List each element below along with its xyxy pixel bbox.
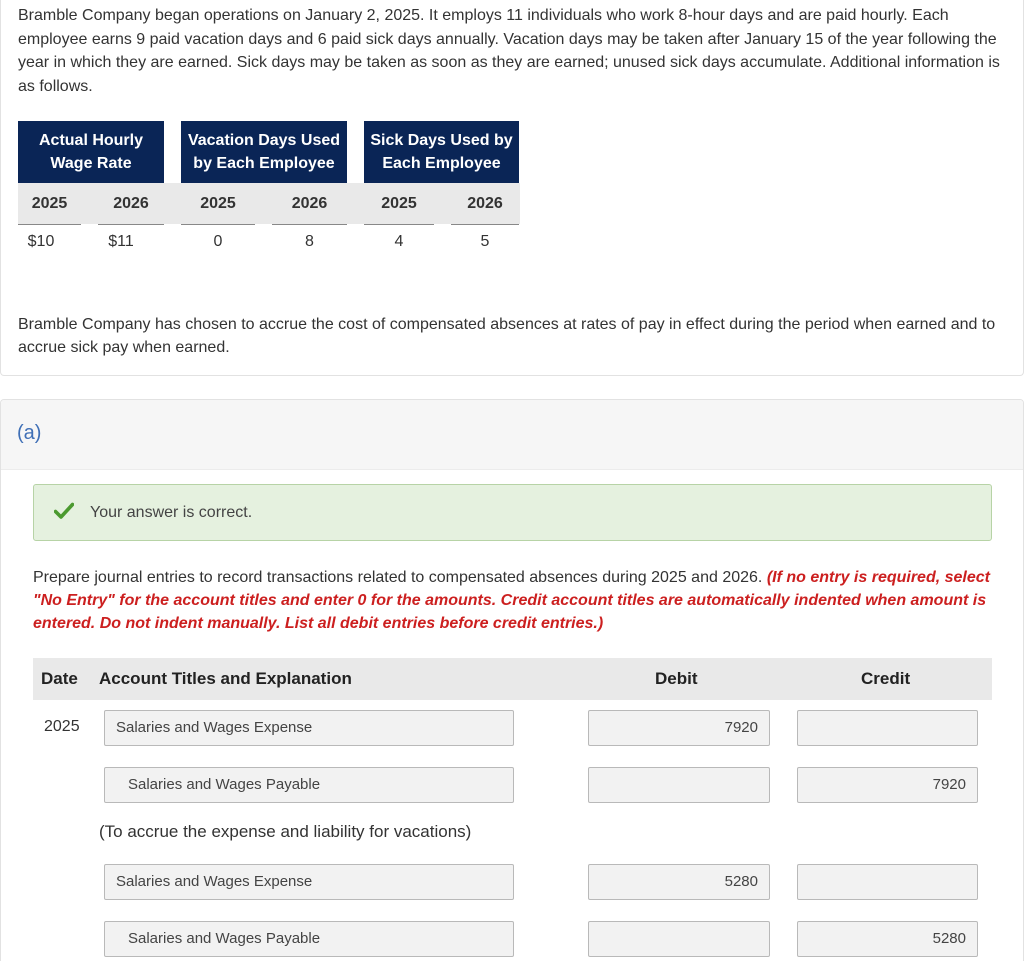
header-sick-days: Sick Days Used by Each Employee bbox=[364, 121, 519, 183]
wage-2026: $11 bbox=[108, 233, 134, 250]
vacation-2026: 8 bbox=[305, 233, 314, 250]
debit-input[interactable] bbox=[588, 921, 770, 957]
year-cell: 2026 bbox=[291, 195, 328, 212]
divider bbox=[364, 224, 434, 225]
credit-input[interactable] bbox=[797, 710, 978, 746]
divider bbox=[181, 224, 255, 225]
credit-input[interactable]: 5280 bbox=[797, 921, 978, 957]
year-cell: 2026 bbox=[113, 195, 149, 212]
vacation-2025: 0 bbox=[213, 233, 223, 250]
instructions bbox=[33, 566, 993, 635]
problem-card bbox=[0, 0, 1024, 376]
entry-explanation: (To accrue the expense and liability for vacations) bbox=[99, 822, 472, 841]
credit-input[interactable]: 7920 bbox=[797, 767, 978, 803]
divider bbox=[451, 224, 519, 225]
journal-header bbox=[33, 658, 992, 700]
sick-2025: 4 bbox=[394, 233, 404, 250]
header-vacation-days: Vacation Days Used by Each Employee bbox=[181, 121, 347, 183]
feedback-text: Your answer is correct. bbox=[90, 504, 253, 521]
debit-input[interactable]: 5280 bbox=[588, 864, 770, 900]
year-row bbox=[18, 183, 520, 224]
account-input[interactable]: Salaries and Wages Payable bbox=[104, 767, 514, 803]
header-date: Date bbox=[41, 669, 78, 688]
entry-date: 2025 bbox=[44, 718, 80, 735]
header-wage-rate: Actual Hourly Wage Rate bbox=[18, 121, 164, 183]
debit-input[interactable] bbox=[588, 767, 770, 803]
instruction-note: (If no entry is required, select "No Entry" for the account titles and enter 0 for the amounts. Credit account titles are automatically indented when amount is entered. Do not indent manually. List all debit entries before credit entries.) bbox=[33, 569, 990, 632]
feedback-box bbox=[33, 484, 992, 541]
year-cell: 2025 bbox=[381, 195, 417, 212]
part-header bbox=[1, 400, 1023, 470]
credit-input[interactable] bbox=[797, 864, 978, 900]
instruction-text: Prepare journal entries to record transactions related to compensated absences during 2025 and 2026. bbox=[33, 569, 763, 586]
header-credit: Credit bbox=[861, 669, 911, 688]
check-icon bbox=[54, 502, 74, 520]
year-cell: 2026 bbox=[467, 195, 503, 212]
problem-intro: Bramble Company began operations on January 2, 2025. It employs 11 individuals who work 8-hour days and are paid hourly. Each employee earns 9 paid vacation days and 6 paid sick days annually. Vacation days may be taken after January 15 of the year following the year in which they are earned. Sick days may be taken as soon as they are earned; unused sick days accumulate. Additional information is as follows. bbox=[18, 7, 1000, 95]
sick-2026: 5 bbox=[480, 233, 490, 250]
divider bbox=[272, 224, 347, 225]
divider bbox=[98, 224, 164, 225]
header-debit: Debit bbox=[655, 669, 698, 688]
account-input[interactable]: Salaries and Wages Expense bbox=[104, 710, 514, 746]
divider bbox=[18, 224, 81, 225]
wage-2025: $10 bbox=[27, 233, 55, 250]
year-cell: 2025 bbox=[200, 195, 236, 212]
debit-input[interactable]: 7920 bbox=[588, 710, 770, 746]
year-cell: 2025 bbox=[31, 195, 68, 212]
header-account: Account Titles and Explanation bbox=[99, 669, 352, 688]
problem-note: Bramble Company has chosen to accrue the cost of compensated absences at rates of pay in effect during the period when earned and to accrue sick pay when earned. bbox=[18, 316, 996, 356]
account-input[interactable]: Salaries and Wages Payable bbox=[104, 921, 514, 957]
account-input[interactable]: Salaries and Wages Expense bbox=[104, 864, 514, 900]
part-label: (a) bbox=[17, 422, 42, 444]
